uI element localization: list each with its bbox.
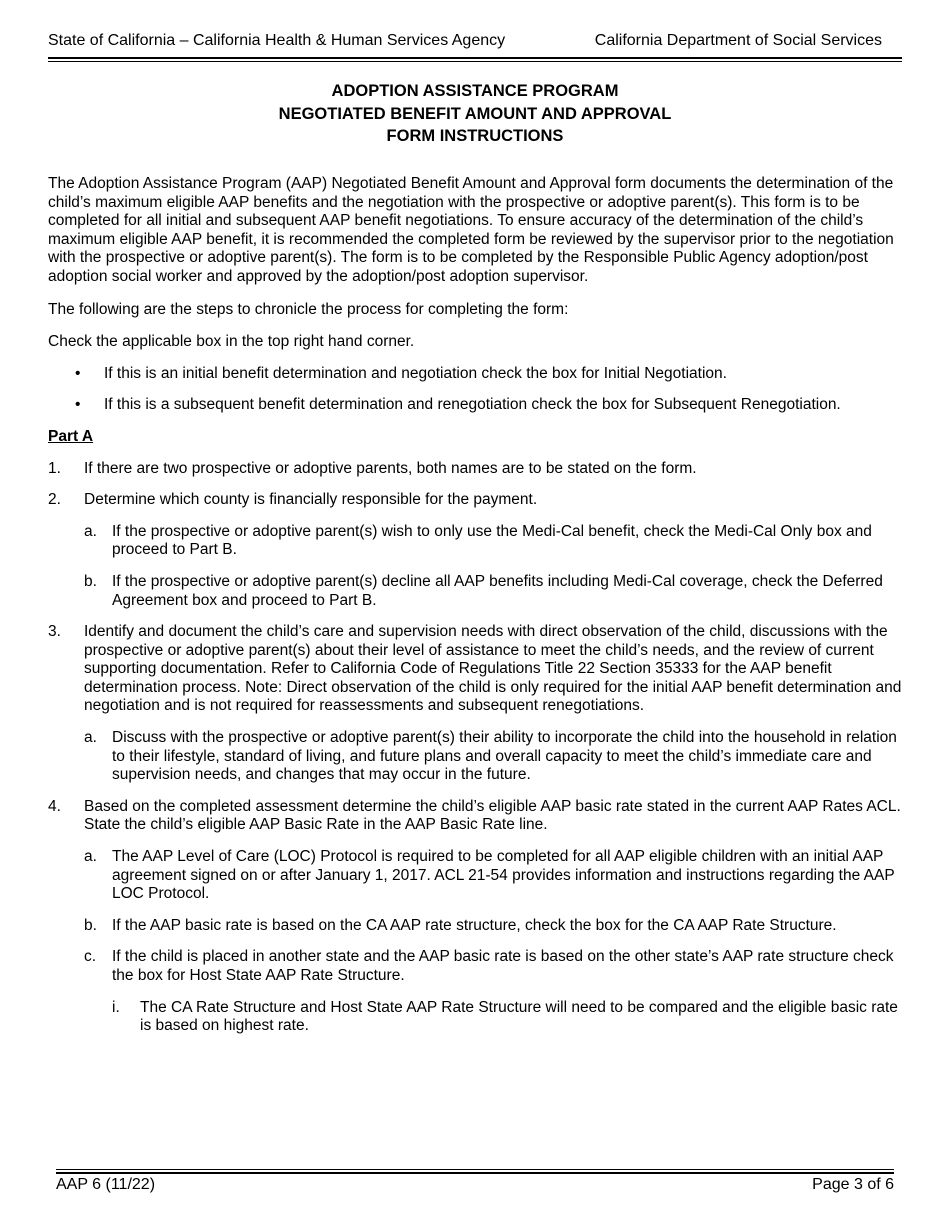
title-line-2: NEGOTIATED BENEFIT AMOUNT AND APPROVAL: [278, 104, 672, 123]
item-text: Based on the completed assessment determine the child’s eligible AAP basic rate stated in the current AAP Rates ACL. State the child’s eligible AAP Basic Rate in the AAP Basic Rate line.: [84, 797, 901, 834]
bullet-item: [48, 396, 902, 415]
item-text: If the prospective or adoptive parent(s) wish to only use the Medi-Cal benefit, check the Medi-Cal Only box and proceed to Part B.: [112, 522, 872, 559]
item-text: Identify and document the child’s care and supervision needs with direct observation of the child, discussions with the prospective or adoptive parent(s) about their level of assistance to meet the child’s needs, and the review of current supporting documentation. Refer to California Code of Regulations Title 22 Section 35333 for the AAP benefit determination process. Note: Direct observation of the child is only required for the initial AAP benefit determination and negotiation and is not required for reassessments and subsequent renegotiations.: [84, 623, 902, 715]
footer-rule-thin: [56, 1169, 894, 1170]
item-letter: b.: [84, 916, 97, 934]
header-rule: [48, 57, 902, 59]
bullet-marker: •: [75, 396, 81, 414]
item-text: Discuss with the prospective or adoptive parent(s) their ability to incorporate the child into the household in relation to their lifestyle, standard of living, and future plans and overall capacity to meet the child’s immediate care and supervision needs, and changes that may occur in the future.: [112, 729, 897, 784]
document-body: [48, 175, 902, 1049]
item-text: The CA Rate Structure and Host State AAP Rate Structure will need to be compared and the eligible basic rate is based on highest rate.: [140, 998, 898, 1035]
part-a-heading: Part A: [48, 427, 94, 445]
item-text: If the prospective or adoptive parent(s) decline all AAP benefits including Medi-Cal coverage, check the Deferred Agreement box and proceed to Part B.: [112, 572, 883, 609]
bullet-text: If this is an initial benefit determination and negotiation check the box for Initial Negotiation.: [104, 364, 727, 382]
item-letter: a.: [84, 729, 97, 747]
list-item-4b: [48, 917, 902, 936]
item-number: 2.: [48, 491, 61, 509]
intro-paragraph: The Adoption Assistance Program (AAP) Negotiated Benefit Amount and Approval form documents the determination of the child’s maximum eligible AAP benefits and the negotiation with the prospective or adoptive parent(s). This form is to be completed for all initial and subsequent AAP benefit negotiations. To ensure accuracy of the determination of the child’s maximum eligible AAP benefit, it is recommended the completed form be reviewed by the supervisor prior to the negotiation with the prospective or adoptive parent(s). The form is to be completed by the Responsible Public Agency adoption/post adoption social worker and approved by the adoption/post adoption supervisor.: [48, 175, 894, 285]
item-letter: b.: [84, 572, 97, 590]
list-item-2: [48, 491, 902, 510]
list-item-4c: [48, 948, 902, 985]
footer-rule: [56, 1172, 894, 1174]
list-item-1: [48, 460, 902, 479]
title-line-3: FORM INSTRUCTIONS: [386, 127, 564, 145]
item-text: If the AAP basic rate is based on the CA AAP rate structure, check the box for the CA AAP Rate Structure.: [112, 916, 837, 934]
item-text: The AAP Level of Care (LOC) Protocol is required to be completed for all AAP eligible children with an initial AAP agreement signed on or after January 1, 2017. ACL 21-54 provides information and instructions regarding the AAP LOC Protocol.: [112, 848, 895, 903]
item-text: Determine which county is financially responsible for the payment.: [84, 491, 538, 509]
item-letter: a.: [84, 848, 97, 866]
list-item-4c-i: [48, 999, 902, 1036]
item-number: 1.: [48, 459, 61, 477]
bullet-text: If this is a subsequent benefit determination and renegotiation check the box for Subsequent Renegotiation.: [104, 396, 841, 414]
header-agency: State of California – California Health & Human Services Agency: [48, 32, 506, 49]
list-item-4: [48, 798, 902, 835]
document-title: [48, 80, 902, 148]
list-item-3a: [48, 729, 902, 785]
item-letter: c.: [84, 948, 97, 966]
footer-page-number: Page 3 of 6: [812, 1176, 894, 1193]
list-item-4a: [48, 848, 902, 904]
steps-intro: The following are the steps to chronicle the process for completing the form:: [48, 300, 569, 318]
item-roman: i.: [112, 998, 120, 1016]
item-number: 4.: [48, 797, 61, 815]
bullet-marker: •: [75, 364, 81, 382]
footer-form-id: AAP 6 (11/22): [56, 1176, 156, 1193]
list-item-2b: [48, 573, 902, 610]
check-box-instruction: Check the applicable box in the top right hand corner.: [48, 333, 415, 351]
header-department: California Department of Social Services: [594, 32, 882, 49]
list-item-3: [48, 623, 902, 716]
item-letter: a.: [84, 522, 97, 540]
item-text: If there are two prospective or adoptive parents, both names are to be stated on the form.: [84, 459, 697, 477]
title-line-1: ADOPTION ASSISTANCE PROGRAM: [331, 82, 619, 100]
item-number: 3.: [48, 623, 61, 641]
page-header: [48, 32, 902, 54]
bullet-item: [48, 365, 902, 384]
item-text: If the child is placed in another state and the AAP basic rate is based on the other state’s AAP rate structure check the box for Host State AAP Rate Structure.: [112, 948, 894, 984]
header-rule-thin: [48, 61, 902, 62]
list-item-2a: [48, 523, 902, 560]
